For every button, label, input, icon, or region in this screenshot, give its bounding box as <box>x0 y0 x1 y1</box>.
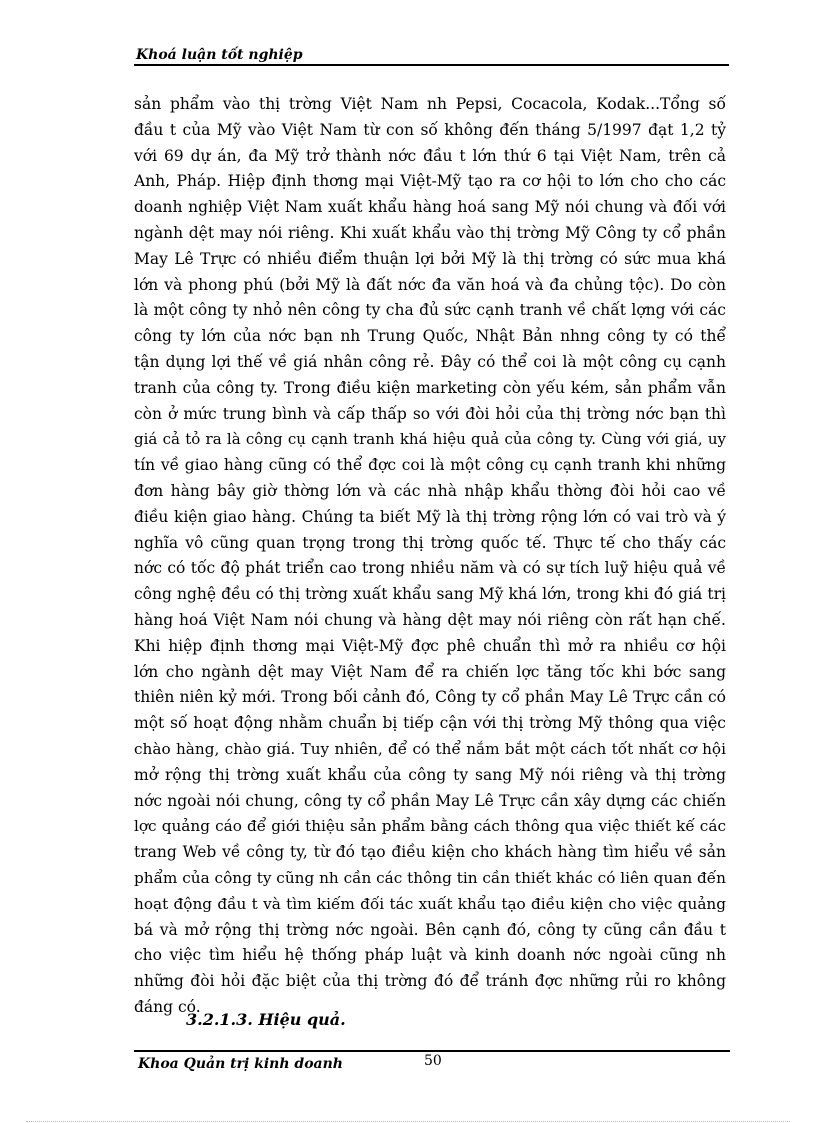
body-line: mở rộng thị trờng xuất khẩu của công ty sang Mỹ nói riêng và thị trờng <box>134 765 726 784</box>
body-line: một số hoạt động nhằm chuẩn bị tiếp cận với thị trờng Mỹ thông qua việc <box>134 714 726 733</box>
body-line: nớc ngoài nói chung, công ty cổ phần May Lê Trực cần xây dựng các chiến <box>134 791 726 810</box>
body-line: trang Web về công ty, từ đó tạo điều kiện cho khách hàng tìm hiểu về sản <box>134 843 726 862</box>
body-line: đáng có. <box>134 997 201 1016</box>
body-line: lợc quảng cáo để giới thiệu sản phẩm bằng cách thông qua việc thiết kế các <box>134 817 726 836</box>
header-rule <box>134 64 729 66</box>
body-line: với 69 dự án, đa Mỹ trở thành nớc đầu t lớn thứ 6 tại Việt Nam, trên cả <box>134 146 726 165</box>
body-line: doanh nghiệp Việt Nam xuất khẩu hàng hoá sang Mỹ nói chung và đối với <box>134 198 726 217</box>
header-title: Khoá luận tốt nghiệp <box>136 47 303 63</box>
body-line: đơn hàng bây giờ thờng lớn và các nhà nhập khẩu thờng đòi hỏi cao về <box>134 481 726 500</box>
body-line: đầu t của Mỹ vào Việt Nam từ con số không đến tháng 5/1997 đạt 1,2 tỷ <box>134 120 726 139</box>
body-line: nghĩa vô cũng quan trọng trong thị trờng quốc tế. Thực tế cho thấy các <box>134 533 726 552</box>
body-line: chào hàng, chào giá. Tuy nhiên, để có thể nắm bắt một cách tốt nhất cơ hội <box>134 739 726 758</box>
page-bottom-border <box>26 1121 790 1122</box>
body-line: Anh, Pháp. Hiệp định thơng mại Việt-Mỹ tạo ra cơ hội to lớn cho cho các <box>134 172 726 191</box>
body-line: Khi hiệp định thơng mại Việt-Mỹ đợc phê chuẩn thì mở ra nhiều cơ hội <box>134 636 726 655</box>
body-line: ngành dệt may nói riêng. Khi xuất khẩu vào thị trờng Mỹ Công ty cổ phần <box>134 223 726 242</box>
body-line: tín về giao hàng cũng có thể đợc coi là một công cụ cạnh tranh khi những <box>134 456 726 475</box>
body-line: nớc có tốc độ phát triển cao trong nhiều năm và có sự tích luỹ hiệu quả về <box>134 559 726 578</box>
page-number: 50 <box>424 1053 442 1069</box>
body-line: hoạt động đầu t và tìm kiếm đối tác xuất khẩu tạo điều kiện cho việc quảng <box>134 894 726 913</box>
body-line: giá cả tỏ ra là công cụ cạnh tranh khá hiệu quả của công ty. Cùng với giá, uy <box>134 430 726 449</box>
body-line: công ty lớn của nớc bạn nh Trung Quốc, Nhật Bản nhng công ty có thể <box>134 327 726 346</box>
body-line: phẩm của công ty cũng nh cần các thông tin cần thiết khác có liên quan đến <box>134 868 726 887</box>
body-line: cho việc tìm hiểu hệ thống pháp luật và kinh doanh nớc ngoài cũng nh <box>134 946 726 965</box>
body-line: tranh của công ty. Trong điều kiện marketing còn yếu kém, sản phẩm vẫn <box>134 378 726 397</box>
body-line: bá và mở rộng thị trờng nớc ngoài. Bên cạnh đó, công ty cũng cần đầu t <box>134 920 726 939</box>
body-line: thiên niên kỷ mới. Trong bối cảnh đó, Công ty cổ phần May Lê Trực cần có <box>134 688 726 707</box>
body-line: hàng hoá Việt Nam nói chung và hàng dệt may nói riêng còn rất hạn chế. <box>134 610 726 629</box>
body-line: điều kiện giao hàng. Chúng ta biết Mỹ là thị trờng rộng lớn có vai trò và ý <box>134 507 726 526</box>
body-line: May Lê Trực có nhiều điểm thuận lợi bởi Mỹ là thị trờng có sức mua khá <box>134 249 726 268</box>
body-line: những đòi hỏi đặc biệt của thị trờng đó để tránh đợc những rủi ro không <box>134 972 726 991</box>
body-line: còn ở mức trung bình và cấp thấp so với đòi hỏi của thị trờng nớc bạn thì <box>134 404 726 423</box>
body-line: lớn và phong phú (bởi Mỹ là đất nớc đa văn hoá và đa chủng tộc). Do còn <box>134 275 726 294</box>
body-paragraph <box>134 92 726 1021</box>
section-heading: 3.2.1.3. Hiệu quả. <box>186 1010 346 1029</box>
body-line: là một công ty nhỏ nên công ty cha đủ sức cạnh tranh về chất lợng với các <box>134 301 726 320</box>
footer-title: Khoa Quản trị kinh doanh <box>138 1056 343 1072</box>
body-line: lớn cho ngành dệt may Việt Nam để ra chiến lợc tăng tốc khi bớc sang <box>134 662 726 681</box>
body-line: sản phẩm vào thị trờng Việt Nam nh Pepsi, Cocacola, Kodak...Tổng số <box>134 95 726 113</box>
body-line: tận dụng lợi thế về giá nhân công rẻ. Đây có thể coi là một công cụ cạnh <box>134 352 726 371</box>
body-line: công nghệ đều có thị trờng xuất khẩu sang Mỹ khá lớn, trong khi đó giá trị <box>134 585 726 604</box>
footer-rule <box>134 1050 730 1052</box>
